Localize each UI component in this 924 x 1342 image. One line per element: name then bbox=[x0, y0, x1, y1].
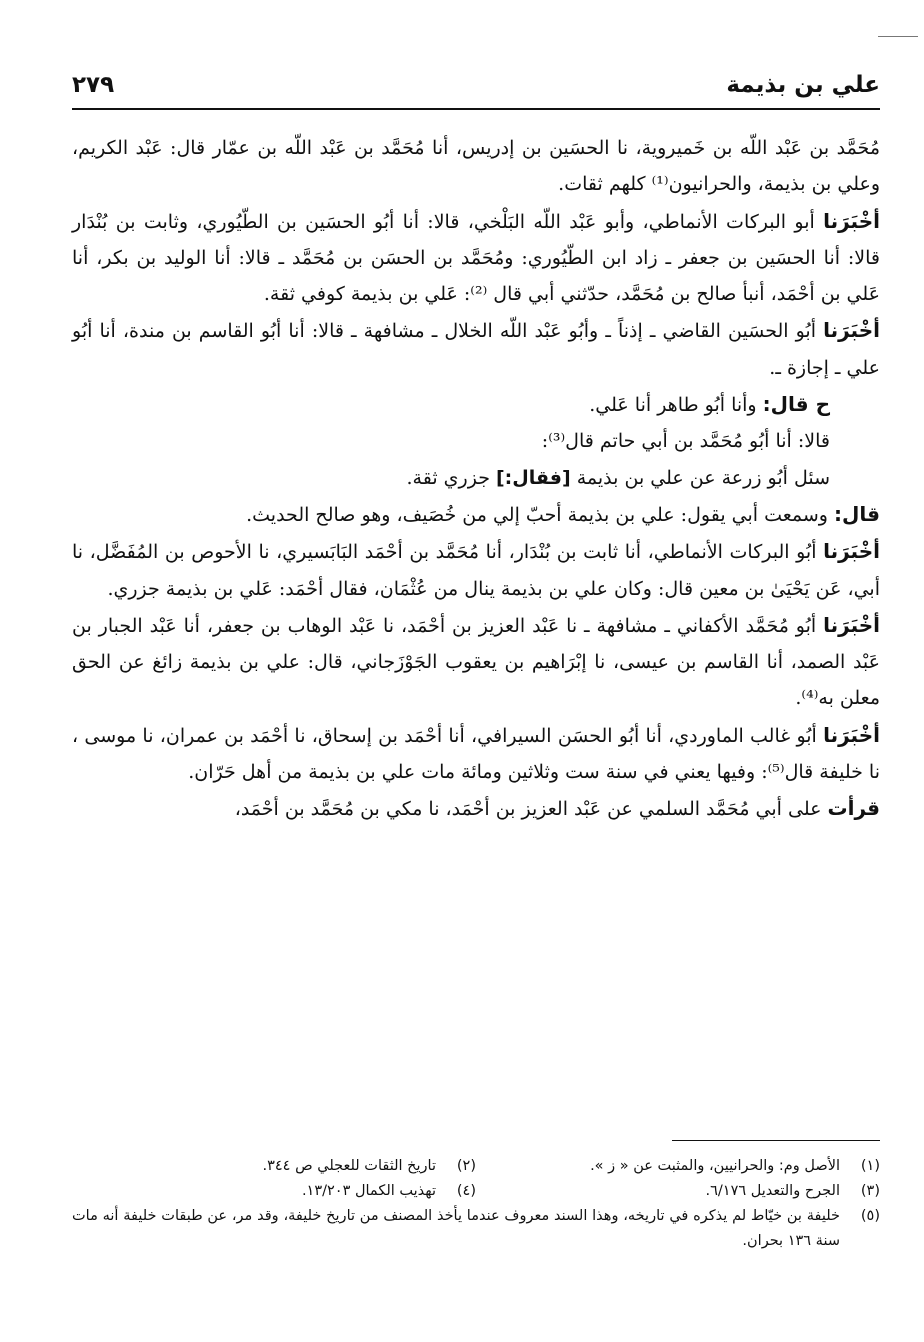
paragraph-text: قالا: أنا أبُو مُحَمَّد بن أبي حاتم قال⁽³⁾: bbox=[541, 430, 830, 453]
paragraph-text: أبُو غالب الماوردي، أنا أبُو الحسَن السيرافي، أنا أحْمَد بن إسحاق، نا أحْمَد بن عمران، نا موسى ، نا خليفة قال⁽⁵⁾: وفيها يعني في سنة ست وثلاثين ومائة مات علي بن بذيمة من أهل حَرّان. bbox=[72, 724, 880, 784]
paragraph-text: على أبي مُحَمَّد السلمي عن عَبْد العزيز بن أحْمَد، نا مكي بن مُحَمَّد بن أحْمَد، bbox=[234, 798, 828, 821]
paragraph-lead-word: أخْبَرَنا bbox=[823, 539, 880, 564]
scan-corner-mark bbox=[878, 36, 918, 41]
footnote-separator bbox=[672, 1140, 880, 1141]
footnote-5 bbox=[72, 1204, 880, 1254]
footnote-2 bbox=[72, 1154, 476, 1179]
paragraph-2 bbox=[72, 203, 880, 313]
paragraph-text: أبو البركات الأنماطي، وأبو عَبْد اللّه البَلْخي، قالا: أنا أبُو الحسَين بن الطّيُوري، وثابت بن بُنْدَار قالا: أنا الحسَين بن جعفر ـ زاد ابن الطّيُوري: ومُحَمَّد بن الحسَن بن مُحَمَّد ـ قالا: أنا الوليد بن بكر، أنا عَلي بن أحْمَد، أنبأ صالح بن مُحَمَّد، حدّثني أبي قال ⁽²⁾: عَلي بن بذيمة كوفي ثقة. bbox=[72, 210, 880, 306]
editorial-insertion: [فقال:] bbox=[495, 466, 571, 489]
paragraph-text: أبُو الحسَين القاضي ـ إذناً ـ وأبُو عَبْد اللّه الخلال ـ مشافهة ـ قالا: أنا أبُو القاسم بن مندة، أنا أبُو علي ـ إجازة ـ. bbox=[72, 320, 880, 379]
paragraph-text: مُحَمَّد بن عَبْد اللّه بن خَميروية، نا الحسَين بن إدريس، أنا مُحَمَّد بن عَبْد اللّه بن عمّار قال: عَبْد الكريم، وعلي بن بذيمة، والحرانيون⁽¹⁾ كلهم ثقات. bbox=[72, 137, 880, 196]
running-title: علي بن بذيمة bbox=[726, 72, 880, 98]
paragraph-6 bbox=[72, 460, 880, 496]
paragraph-text: وأنا أبُو طاهر أنا عَلي. bbox=[589, 394, 763, 417]
paragraph-10 bbox=[72, 717, 880, 791]
paragraph-lead-word: قرأت bbox=[827, 796, 880, 821]
paragraph-1 bbox=[72, 130, 880, 203]
footnote-text: الجرح والتعديل ٦/١٧٦. bbox=[705, 1183, 840, 1199]
paragraph-9 bbox=[72, 607, 880, 717]
footnote-text: تاريخ الثقات للعجلي ص ٣٤٤. bbox=[262, 1158, 436, 1174]
footnote-number: (١) bbox=[860, 1158, 880, 1174]
footnote-row bbox=[72, 1179, 880, 1204]
paragraph-5 bbox=[72, 423, 880, 459]
paragraph-text: سئل أبُو زرعة عن علي بن بذيمة bbox=[570, 466, 830, 489]
footnote-text: الأصل وم: والحرانيين، والمثبت عن « ز ». bbox=[590, 1158, 840, 1174]
paragraph-text-tail: جزري ثقة. bbox=[406, 466, 496, 489]
footnote-number: (٣) bbox=[860, 1183, 880, 1199]
paragraph-lead-word: أخْبَرَنا bbox=[823, 318, 880, 343]
footnote-number: (٤) bbox=[456, 1183, 476, 1199]
paragraph-text: وسمعت أبي يقول: علي بن بذيمة أحبّ إلي من خُصَيف، وهو صالح الحديث. bbox=[246, 503, 835, 526]
header-rule bbox=[72, 108, 880, 110]
footnote-1 bbox=[476, 1154, 880, 1179]
footnote-number: (٥) bbox=[860, 1208, 880, 1224]
paragraph-7 bbox=[72, 496, 880, 533]
paragraph-lead-word: أخْبَرَنا bbox=[823, 612, 881, 637]
footnote-row bbox=[72, 1154, 880, 1179]
paragraph-lead-word: قال: bbox=[834, 501, 880, 526]
footnotes bbox=[72, 1154, 880, 1254]
footnote-3 bbox=[476, 1179, 880, 1204]
paragraph-text: أبُو البركات الأنماطي، أنا ثابت بن بُنْدَار، أنا مُحَمَّد بن أحْمَد البَابَسيري، نا الأحوص بن المُفَضَّل، نا أبي، عَن يَحْيَىٰ بن معين قال: وكان علي بن بذيمة ينال من عُثْمَان، فقال أحْمَد: عَلي بن بذيمة جزري. bbox=[72, 541, 880, 600]
paragraph-4 bbox=[72, 386, 880, 423]
footnote-4 bbox=[72, 1179, 476, 1204]
footnote-text: تهذيب الكمال ١٣/٢٠٣. bbox=[301, 1183, 436, 1199]
paragraph-lead-word: أخْبَرَنا bbox=[823, 208, 880, 233]
main-text bbox=[72, 130, 880, 828]
paragraph-text: أبُو مُحَمَّد الأكفاني ـ مشافهة ـ نا عَبْد العزيز بن أحْمَد، نا عَبْد الوهاب بن جعفر، أنا عَبْد الجبار بن عَبْد الصمد، أنا القاسم بن عيسى، نا إبْرَاهيم بن يعقوب الجَوْزَجاني، قال: علي بن بذيمة زائغ عن الحق معلن به⁽⁴⁾. bbox=[72, 614, 880, 710]
footnote-text: خليفة بن خيّاط لم يذكره في تاريخه، وهذا السند معروف عندما يأخذ المصنف من تاريخ خليفة، وقد مر، عن طبقات خليفة أنه مات سنة ١٣٦ بحران. bbox=[72, 1208, 840, 1249]
paragraph-3 bbox=[72, 312, 880, 386]
paragraph-lead-word: ح قال: bbox=[762, 392, 830, 417]
page-number: ٢٧٩ bbox=[72, 72, 115, 98]
paragraph-lead-word: أخْبَرَنا bbox=[823, 722, 880, 747]
footnote-number: (٢) bbox=[456, 1158, 476, 1174]
page-header bbox=[72, 68, 880, 108]
paragraph-8 bbox=[72, 533, 880, 607]
paragraph-11 bbox=[72, 790, 880, 827]
